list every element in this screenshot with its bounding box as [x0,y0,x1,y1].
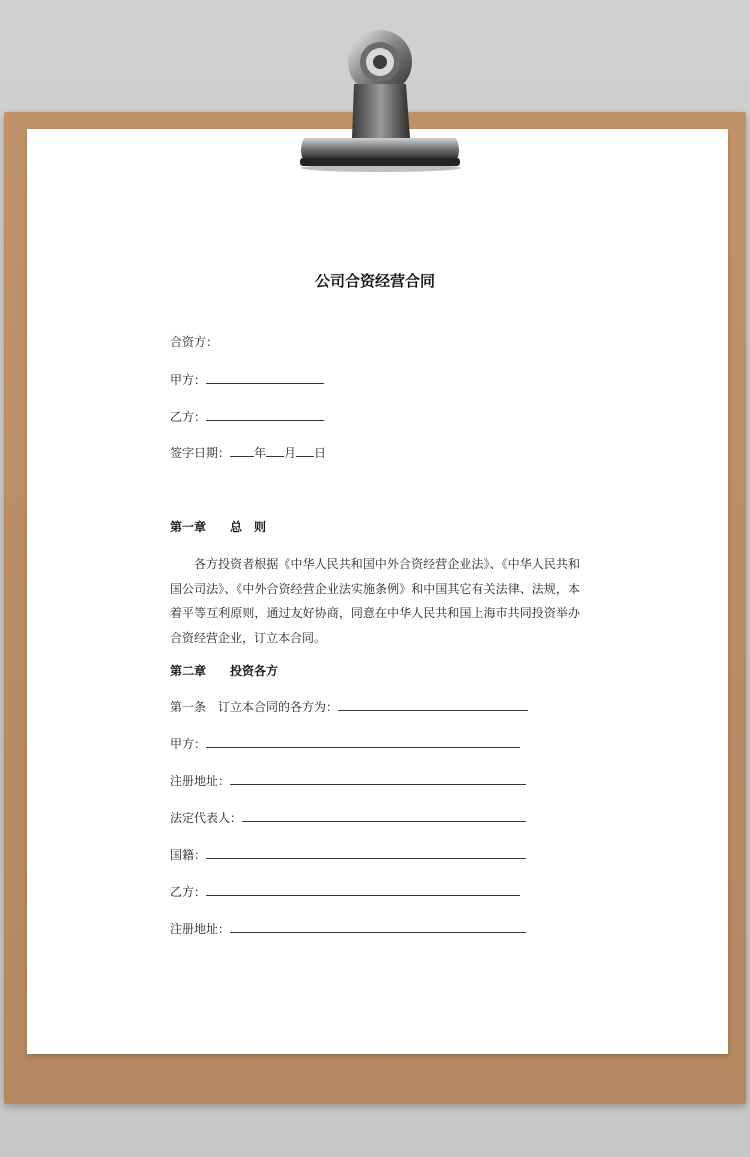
article-1-field [170,698,528,715]
field-blank [230,772,526,785]
field-label: 注册地址： [170,774,231,788]
field-blank [206,883,520,896]
party-a-label: 甲方： [170,373,207,387]
sign-date-label: 签字日期： [170,446,231,460]
year-blank [230,444,254,457]
article-1-number: 第一条 [170,700,207,714]
article-1-blank [338,698,528,711]
field-row [170,735,520,752]
article-1-text: 订立本合同的各方为： [218,700,339,714]
chapter-2-title: 投资各方 [230,664,279,678]
field-row [170,883,520,900]
field-row [170,809,526,826]
month-blank [266,444,284,457]
party-a-blank [206,371,324,384]
parties-heading: 合资方： [170,335,219,349]
chapter-1-title: 总 则 [230,520,267,534]
sign-date-field [170,444,326,461]
field-blank [206,735,520,748]
chapter-1-paragraph: 各方投资者根据《中华人民共和国中外合资经营企业法》、《中华人民共和国公司法》、《中外合资经营企业法实施条例》和中国其它有关法律、法规，本着平等互利原则，通过友好协商，同意在中华人民共和国上海市共同投资举办合资经营企业，订立本合同。 [170,557,580,645]
field-label: 国籍： [170,848,207,862]
field-row [170,846,526,863]
document-title: 公司合资经营合同 [314,272,435,290]
month-label: 月 [284,446,297,460]
day-blank [296,444,314,457]
party-b-blank [206,408,324,421]
field-row [170,920,526,937]
day-label: 日 [314,446,327,460]
party-a-field [170,371,324,388]
chapter-2-heading [170,662,278,679]
field-blank [230,920,526,933]
field-label: 乙方： [170,885,207,899]
field-label: 甲方： [170,737,207,751]
party-b-field [170,408,324,425]
year-label: 年 [254,446,267,460]
field-blank [242,809,526,822]
field-label: 注册地址： [170,922,231,936]
chapter-1-heading [170,518,266,535]
chapter-1-number: 第一章 [170,520,207,534]
field-blank [206,846,526,859]
party-b-label: 乙方： [170,410,207,424]
field-row [170,772,526,789]
field-label: 法定代表人： [170,811,243,825]
chapter-2-number: 第二章 [170,664,207,678]
